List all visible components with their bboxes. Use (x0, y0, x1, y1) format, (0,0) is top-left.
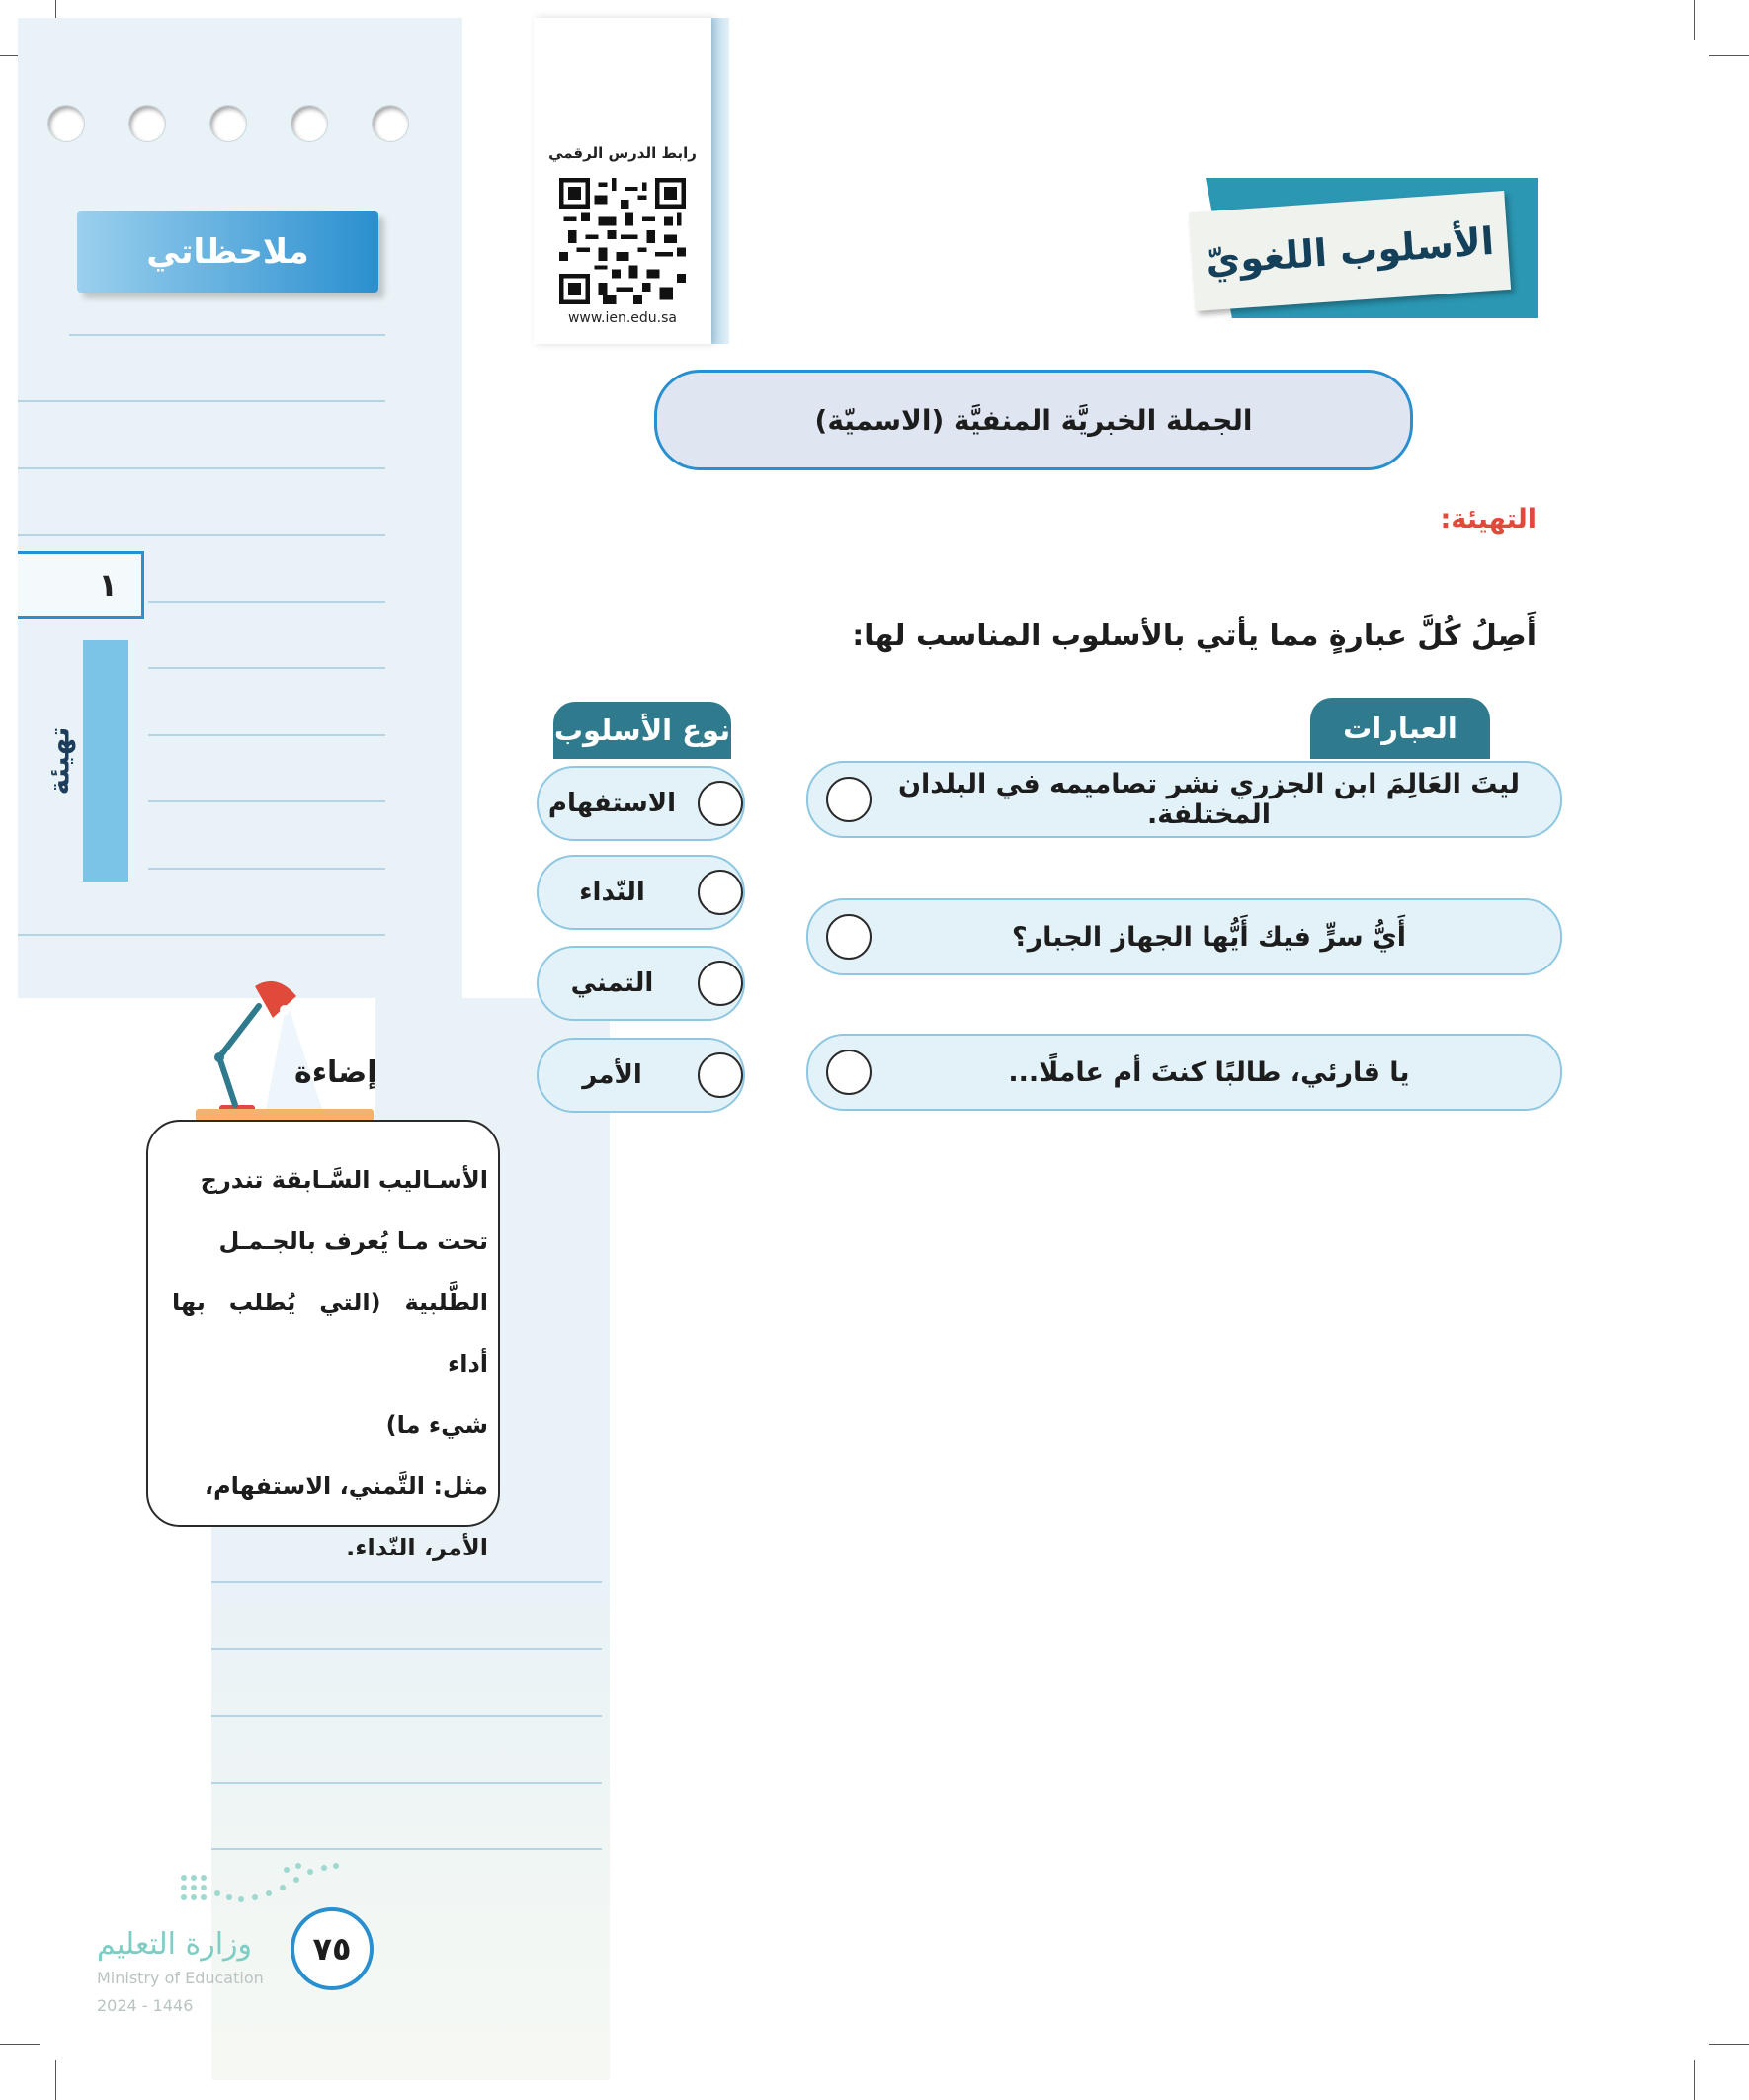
ministry-name-ar: وزارة التعليم (97, 1927, 253, 1962)
tip-line: شيء ما) (385, 1411, 488, 1439)
statements-header: العبارات (1310, 698, 1490, 759)
tip-line: الطَّلبية (التي يُطلب بها أداء (172, 1289, 488, 1378)
edition-year: 2024 - 1446 (97, 1996, 194, 2015)
exercise-instruction: أَصِلُ كُلَّ عبارةٍ مما يأتي بالأسلوب المناسب لها: (852, 619, 1537, 653)
side-ribbon-label: تهيئة (42, 726, 76, 796)
style-option-label: التمني (570, 968, 654, 998)
qr-shadow (711, 18, 729, 344)
binder-hole (372, 105, 409, 142)
binder-hole (128, 105, 166, 142)
page-number: ٧٥ (291, 1907, 374, 1990)
style-option[interactable] (537, 946, 745, 1021)
statement-text: أَيُّ سرٍّ فيك أَيُّها الجهاز الجبار؟ (1011, 921, 1407, 953)
page-title: الأسلوب اللغويّ (1189, 191, 1511, 311)
style-option[interactable] (537, 766, 745, 841)
statement-item[interactable] (806, 761, 1562, 838)
ministry-logo-icon (178, 1858, 356, 1907)
match-circle[interactable] (698, 870, 743, 915)
tip-line: مثل: التَّمني، الاستفهام، (204, 1472, 488, 1500)
qr-label: رابط الدرس الرقمي (548, 144, 697, 162)
binder-hole (209, 105, 247, 142)
match-circle[interactable] (698, 781, 743, 826)
unit-number: ١ (18, 551, 144, 619)
tip-line: تحت مـا يُعرف بالجـمـل (218, 1227, 488, 1255)
side-ribbon (83, 640, 128, 882)
warmup-label: التهيئة: (1440, 504, 1537, 535)
style-option-label: الأمر (582, 1060, 642, 1090)
match-circle[interactable] (826, 1050, 872, 1095)
style-option-label: الاستفهام (547, 789, 677, 818)
match-circle[interactable] (826, 914, 872, 960)
qr-url[interactable]: www.ien.edu.sa (567, 310, 678, 326)
statement-item[interactable] (806, 898, 1562, 975)
notes-title: ملاحظاتي (77, 211, 378, 293)
statement-item[interactable] (806, 1034, 1562, 1111)
types-header: نوع الأسلوب (553, 702, 731, 759)
qr-code-icon[interactable] (559, 178, 686, 304)
style-option-label: النّداء (579, 878, 645, 907)
style-option[interactable] (537, 1038, 745, 1113)
style-option[interactable] (537, 855, 745, 930)
binder-hole (47, 105, 85, 142)
tip-line: الأسـاليب السَّـابقة تندرج (200, 1166, 488, 1194)
tip-title: إضاءة (294, 1055, 377, 1090)
match-circle[interactable] (826, 777, 872, 822)
statement-text: ليتَ العَالِمَ ابن الجزري نشر تصاميمه في البلدان المختلفة. (897, 769, 1521, 830)
lamp-icon (198, 966, 326, 1125)
tip-box (146, 1120, 500, 1561)
lesson-title: الجملة الخبريَّة المنفيَّة (الاسميّة) (654, 370, 1413, 470)
binder-hole (291, 105, 328, 142)
match-circle[interactable] (698, 961, 743, 1006)
tip-line: الأمر، النّداء. (346, 1534, 488, 1561)
ministry-name-en: Ministry of Education (97, 1969, 264, 1987)
match-circle[interactable] (698, 1052, 743, 1098)
statement-text: يا قارئي، طالبًا كنتَ أم عاملًا... (1008, 1056, 1410, 1088)
